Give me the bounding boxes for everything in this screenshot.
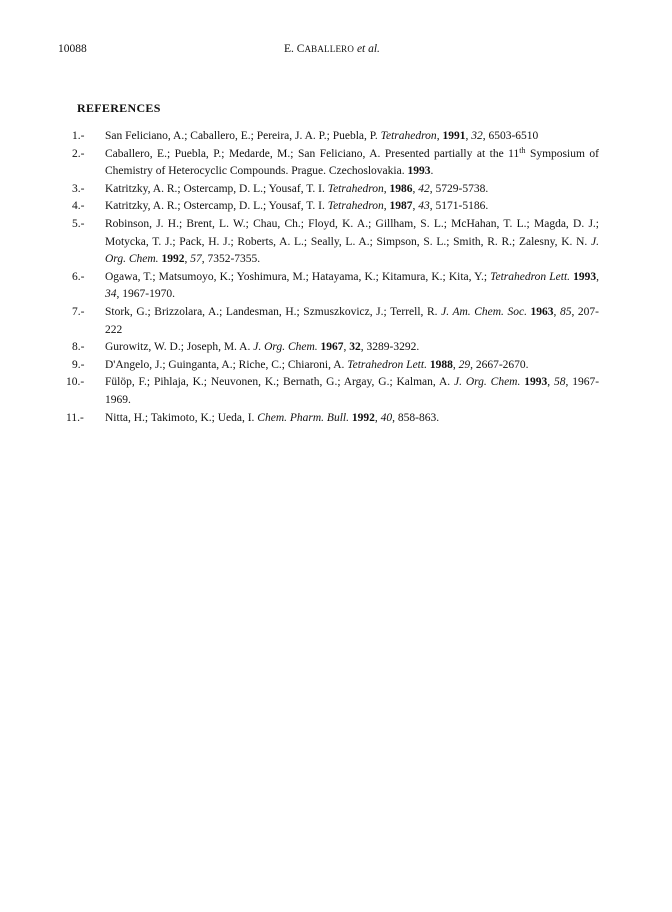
reference-year: 1992 — [161, 253, 185, 266]
reference-year: 1991 — [442, 130, 466, 142]
reference-authors: Robinson, J. H.; Brent, L. W.; Chau, Ch.; Floyd, K. A.; Gillham, S. L.; McHahan, T. L.; Magda, D. J.; Motycka, T. J.; Pack, H. J.; Roberts, A. L.; Seally, L. A.; Simpson, S. L.; Smith, R. R.; Zalesny, K. N. — [105, 217, 599, 248]
reference-authors: San Feliciano, A.; Caballero, E.; Pereira, J. A. P.; Puebla, P. — [105, 130, 381, 142]
reference-item-6: 6.- Ogawa, T.; Matsumoyo, K.; Yoshimura, M.; Hatayama, K.; Kitamura, K.; Kita, Y.; Tetrahedron Lett. 1993, 34, 1967-1970. — [72, 270, 599, 301]
reference-item-4: 4.- Katritzky, A. R.; Ostercamp, D. L.; Yousaf, T. I. Tetrahedron, 1987, 43, 5171-5186. — [72, 198, 599, 216]
reference-pages: 1967-1969. — [105, 376, 600, 406]
reference-journal: J. Org. Chem. — [253, 341, 318, 354]
reference-journal: Tetrahedron Lett. — [347, 358, 427, 371]
reference-pages: 2667-2670. — [475, 358, 529, 371]
reference-pages: 858-863. — [397, 411, 440, 424]
reference-pages: 6503-6510 — [488, 130, 539, 142]
reference-volume: 29 — [458, 358, 471, 371]
reference-pages: 5171-5186. — [435, 200, 489, 213]
reference-year: 1963 — [530, 305, 554, 318]
reference-year: 1993 — [407, 165, 431, 178]
reference-tail: . — [430, 165, 434, 178]
reference-authors: Katritzky, A. R.; Ostercamp, D. L.; Yousaf, T. I. — [105, 200, 328, 213]
reference-authors: D'Angelo, J.; Guinganta, A.; Riche, C.; Chiaroni, A. — [105, 358, 348, 371]
reference-number: 8.- — [72, 341, 85, 354]
running-head-surname: ABALLERO — [304, 44, 355, 54]
running-head — [284, 43, 380, 55]
reference-number: 2.- — [72, 147, 85, 160]
reference-pages: 207-222 — [105, 305, 599, 336]
reference-superscript: th — [519, 145, 526, 155]
reference-year: 1986 — [389, 182, 413, 195]
page-number: 10088 — [58, 43, 87, 55]
reference-volume: 34 — [105, 288, 117, 301]
reference-journal: Tetrahedron — [380, 130, 437, 142]
reference-item-10: 10.- Fülöp, F.; Pihlaja, K.; Neuvonen, K.; Bernath, G.; Argay, G.; Kalman, A. J. Org. Chem. 1993, 58, 1967-1969. — [66, 376, 600, 406]
reference-item-1: 1.- San Feliciano, A.; Caballero, E.; Pereira, J. A. P.; Puebla, P. Tetrahedron, 1991, 32, 6503-6510 — [72, 128, 599, 146]
running-head-suffix: et al. — [354, 43, 380, 55]
reference-volume: 32 — [349, 341, 361, 354]
reference-authors: Stork, G.; Brizzolara, A.; Landesman, H.; Szmuszkovicz, J.; Terrell, R. — [105, 305, 442, 318]
reference-item-2 — [72, 146, 599, 181]
reference-item-5: 5.- Robinson, J. H.; Brent, L. W.; Chau, Ch.; Floyd, K. A.; Gillham, S. L.; McHahan, T. L.; Magda, D. J.; Motycka, T. J.; Pack, H. J.; Roberts, A. L.; Seally, L. A.; Simpson, S. L.; Smith, R. R.; Zalesny, K. N. J. Org. Chem. 1992, 57, 7352-7355. — [72, 217, 599, 266]
page-header — [58, 43, 598, 59]
reference-volume: 42 — [418, 182, 430, 195]
reference-number: 4.- — [72, 200, 85, 213]
reference-volume: 85 — [559, 305, 572, 318]
reference-number: 1.- — [72, 130, 85, 142]
reference-year: 1987 — [389, 200, 413, 213]
reference-volume: 40 — [380, 411, 393, 424]
reference-number: 5.- — [72, 217, 85, 230]
reference-item-9: 9.- D'Angelo, J.; Guinganta, A.; Riche, C.; Chiaroni, A. Tetrahedron Lett. 1988, 29, 2667-2670. — [72, 357, 599, 375]
reference-year: 1992 — [351, 411, 375, 424]
reference-text-continued: Symposium of Chemistry of Heterocyclic Compounds. Prague. Czechoslovakia. — [105, 147, 599, 178]
reference-journal: J. Org. Chem. — [105, 235, 599, 266]
reference-journal: J. Org. Chem. — [454, 376, 521, 389]
references-heading: REFERENCES — [77, 101, 161, 115]
reference-pages: 1967-1970. — [122, 288, 175, 301]
reference-authors: Ogawa, T.; Matsumoyo, K.; Yoshimura, M.; Hatayama, K.; Kitamura, K.; Kita, Y.; — [105, 270, 491, 283]
running-head-initial: E. C — [284, 43, 305, 55]
reference-volume: 57 — [190, 253, 202, 266]
reference-item-3: 3.- Katritzky, A. R.; Ostercamp, D. L.; Yousaf, T. I. Tetrahedron, 1986, 42, 5729-5738. — [72, 181, 599, 199]
reference-number: 11.- — [66, 411, 84, 424]
reference-journal: Chem. Pharm. Bull. — [257, 411, 349, 424]
reference-journal: J. Am. Chem. Soc. — [441, 305, 527, 318]
reference-journal: Tetrahedron — [327, 200, 384, 213]
reference-year: 1988 — [429, 358, 453, 371]
reference-year: 1993 — [573, 270, 597, 283]
reference-text: Caballero, E.; Puebla, P.; Medarde, M.; San Feliciano, A. Presented partially at the 11 — [105, 147, 520, 160]
reference-number: 7.- — [72, 305, 85, 318]
reference-volume: 32 — [471, 130, 483, 142]
reference-journal: Tetrahedron — [327, 182, 384, 195]
reference-pages: 3289-3292. — [366, 341, 420, 354]
reference-authors: Gurowitz, W. D.; Joseph, M. A. — [105, 341, 254, 354]
reference-item-8: 8.- Gurowitz, W. D.; Joseph, M. A. J. Org. Chem. 1967, 32, 3289-3292. — [72, 339, 599, 357]
reference-list — [66, 128, 600, 427]
reference-number: 3.- — [72, 182, 85, 195]
reference-volume: 58 — [553, 376, 566, 389]
reference-item-11: 11.- Nitta, H.; Takimoto, K.; Ueda, I. Chem. Pharm. Bull. 1992, 40, 858-863. — [72, 410, 599, 428]
reference-pages: 5729-5738. — [435, 182, 489, 195]
reference-volume: 43 — [418, 200, 430, 213]
reference-year: 1967 — [320, 341, 344, 354]
reference-year: 1993 — [524, 376, 548, 389]
reference-authors: Fülöp, F.; Pihlaja, K.; Neuvonen, K.; Bernath, G.; Argay, G.; Kalman, A. — [105, 376, 454, 389]
reference-number: 10.- — [66, 376, 85, 389]
reference-pages: 7352-7355. — [207, 253, 261, 266]
reference-journal: Tetrahedron Lett. — [490, 270, 571, 283]
reference-number: 9.- — [72, 358, 85, 371]
reference-authors: Nitta, H.; Takimoto, K.; Ueda, I. — [105, 411, 258, 424]
reference-item-7: 7.- Stork, G.; Brizzolara, A.; Landesman, H.; Szmuszkovicz, J.; Terrell, R. J. Am. Chem. Soc. 1963, 85, 207-222 — [72, 305, 599, 336]
reference-number: 6.- — [72, 270, 85, 283]
reference-authors: Katritzky, A. R.; Ostercamp, D. L.; Yousaf, T. I. — [105, 182, 328, 195]
